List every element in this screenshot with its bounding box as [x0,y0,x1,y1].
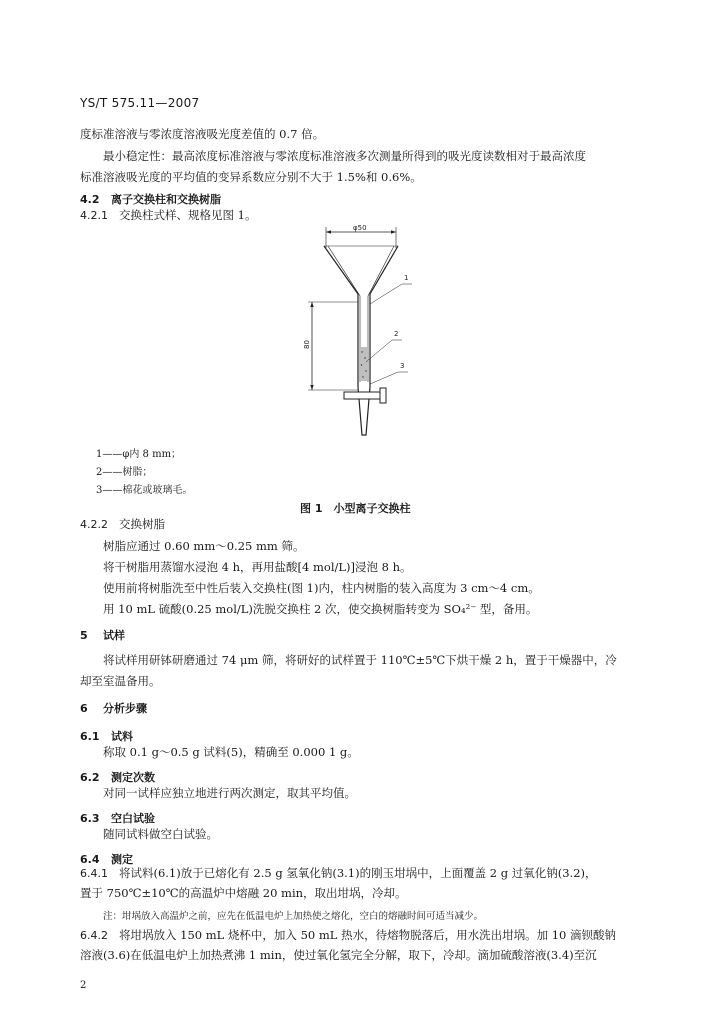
section-number: 6.4.2 [80,929,108,942]
section-6-heading [80,700,147,716]
note: 注：坩埚放入高温炉之前，应先在低温电炉上加热使之熔化，空白的熔融时间可适当减少。 [103,911,484,922]
section-number: 6.1 [80,730,100,743]
section-4-2-1 [80,205,256,226]
section-title: 测定次数 [111,771,155,784]
section-4-2-2-heading [80,514,165,535]
page-number: 2 [80,980,87,991]
figure-1 [300,222,440,456]
legend-item: 3——棉花或玻璃毛。 [96,485,193,496]
section-title: 分析步骤 [102,702,147,715]
section-title: 空白试验 [111,812,155,825]
dim-top-label: φ50 [353,224,367,232]
section-number: 4.2 [80,193,100,206]
sample-line-2: 却至室温备用。 [80,674,161,688]
section-6-3-text: 随同试料做空白试验。 [103,827,218,841]
section-title: 离子交换柱和交换树脂 [111,193,221,206]
resin-line: 用 10 mL 硫酸(0.25 mol/L)洗脱交换柱 2 次，使交换树脂转变为 SO₄²⁻ 型，备用。 [103,602,538,616]
legend-item: 1——φ内 8 mm； [96,449,182,460]
resin-line: 使用前将树脂洗至中性后装入交换柱(图 1)内，柱内树脂的装入高度为 3 cm～4 cm。 [103,581,540,595]
section-title: 交换树脂 [118,517,165,531]
figure-legend [96,446,192,500]
section-number: 6 [80,702,88,715]
stability-line-1: 最小稳定性：最高浓度标准溶液与零浓度标准溶液多次测量所得到的吸光度读数相对于最高浓度 [103,149,586,163]
section-6-4-1-line-1 [80,863,597,884]
section-6-4-1-line-2: 置于 750℃±10℃的高温炉中熔融 20 min，取出坩埚，冷却。 [80,886,407,900]
section-6-4-2-line-2: 溶液(3.6)在低温电炉上加热煮沸 1 min，使过氧化氢完全分解，取下，冷却。滴加硫酸溶液(3.4)至沉 [80,948,597,962]
section-5-heading [80,627,125,643]
stability-line-2: 标准溶液吸光度的平均值的变异系数应分别不大于 1.5%和 0.6%。 [80,170,422,184]
resin-line: 将干树脂用蒸馏水浸泡 4 h，再用盐酸[4 mol/L)]浸泡 8 h。 [103,560,412,574]
section-number: 6.4.1 [80,867,108,880]
section-6-4-2-line-1 [80,925,616,946]
section-number: 6.2 [80,771,100,784]
section-title: 试样 [102,629,125,642]
sample-line-1: 将试样用研钵研磨通过 74 μm 筛，将研好的试样置于 110℃±5℃下烘干燥 2 h，置于干燥器中，冷 [103,653,617,667]
section-6-1-text: 称取 0.1 g～0.5 g 试料(5)，精确至 0.000 1 g。 [103,745,359,759]
section-number: 4.2.1 [80,209,108,222]
resin-line: 树脂应通过 0.60 mm～0.25 mm 筛。 [103,539,305,553]
section-text: 交换柱式样、规格见图 1。 [118,208,257,222]
dim-side-label: 80 [303,340,311,349]
resin [360,347,368,381]
ion-exchange-column-diagram [300,222,440,452]
standard-code: YS/T 575.11—2007 [80,96,200,110]
stopcock [344,392,384,399]
label-1: 1 [404,274,409,282]
legend-item: 2——树脂； [96,467,153,478]
section-6-2-text: 对同一试样应独立地进行两次测定，取其平均值。 [103,786,356,800]
section-number: 6.4 [80,853,100,866]
section-title: 测定 [111,853,133,866]
intro-line: 度标准溶液与零浓度溶液吸光度差值的 0.7 倍。 [80,127,325,141]
section-text: 将试料(6.1)放于已熔化有 2.5 g 氢氧化钠(3.1)的刚玉坩埚中，上面覆盖 2 g 过氧化钠(3.2)， [118,866,597,880]
label-2: 2 [394,330,399,338]
section-text: 将坩埚放入 150 mL 烧杯中，加入 50 mL 热水，待熔物脱落后，用水洗出坩埚。加 10 滴钡酸钠 [118,928,617,942]
section-number: 5 [80,629,88,642]
figure-caption: 图 1 小型离子交换柱 [300,502,411,515]
section-title: 试料 [111,730,133,743]
section-number: 6.3 [80,812,100,825]
section-number: 4.2.2 [80,518,108,531]
label-3: 3 [400,362,405,370]
